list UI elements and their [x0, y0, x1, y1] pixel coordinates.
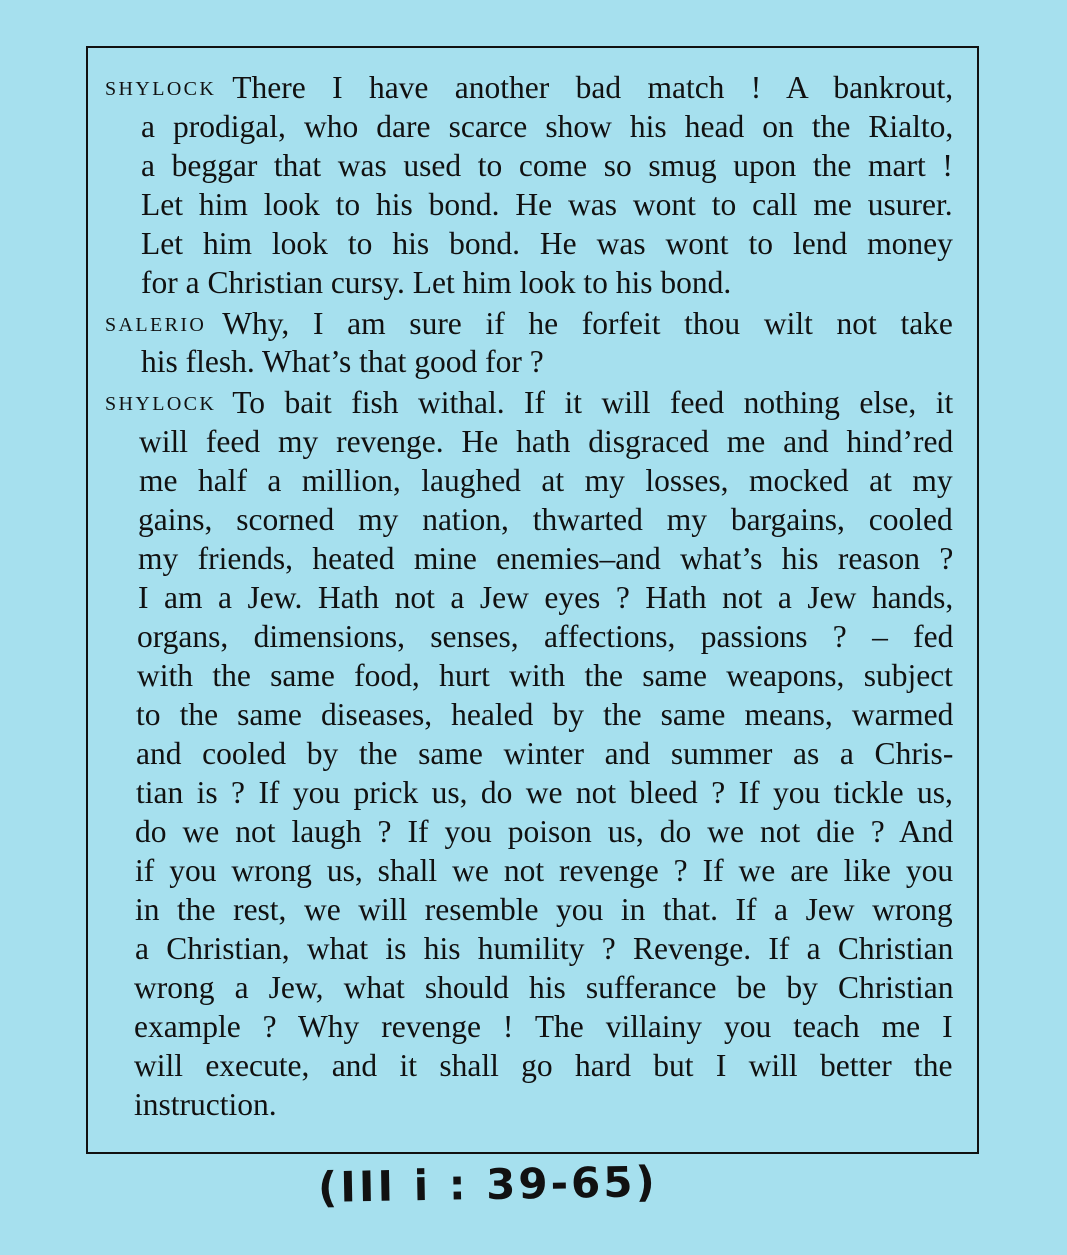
line-text: Let him look to his bond. He was wont to lend money — [141, 226, 953, 261]
line-text: There I have another bad match ! A bankrout, — [232, 70, 954, 105]
line-text: my friends, heated mine enemies–and what’s his reason ? — [138, 541, 954, 576]
speaker-name: SHYLOCK — [105, 393, 217, 415]
speech-line — [139, 463, 953, 499]
line-text: to the same diseases, healed by the same means, warmed — [136, 697, 954, 732]
line-text: gains, scorned my nation, thwarted my bargains, cooled — [138, 502, 953, 537]
line-text: wrong a Jew, what should his sufferance be by Christian — [134, 970, 954, 1005]
speech-line — [137, 619, 953, 655]
speech-line — [141, 148, 953, 184]
line-text: in the rest, we will resemble you in that. If a Jew wrong — [135, 892, 953, 927]
speech-line — [136, 697, 953, 733]
line-text: tian is ? If you prick us, do we not bleed ? If you tickle us, — [136, 775, 953, 810]
line-text: will feed my revenge. He hath disgraced me and hind’red — [139, 424, 954, 459]
line-text: I am a Jew. Hath not a Jew eyes ? Hath not a Jew hands, — [138, 580, 954, 615]
line-text: Let him look to his bond. He was wont to call me usurer. — [141, 187, 953, 222]
speech-line — [134, 1087, 277, 1123]
speech-line — [136, 736, 953, 772]
speech-line — [136, 775, 953, 811]
speech-first-line — [105, 385, 953, 421]
speech-line — [135, 853, 953, 889]
speech-first-line — [105, 70, 953, 106]
line-text: with the same food, hurt with the same weapons, subject — [137, 658, 953, 693]
line-text: his flesh. What’s that good for ? — [141, 344, 544, 379]
speech-line — [141, 226, 953, 262]
line-text: if you wrong us, shall we not revenge ? If we are like you — [135, 853, 954, 888]
speaker-name: SALERIO — [105, 314, 207, 336]
speech-line — [139, 424, 953, 460]
line-text: To bait fish withal. If it will feed nothing else, it — [232, 385, 954, 420]
speech-first-line — [105, 306, 953, 342]
speech-line — [135, 931, 953, 967]
line-text: example ? Why revenge ! The villainy you teach me I — [134, 1009, 953, 1044]
speech-line — [141, 109, 953, 145]
speaker-name: SHYLOCK — [105, 78, 217, 100]
speech-line — [134, 1048, 953, 1084]
line-text: do we not laugh ? If you poison us, do we not die ? And — [135, 814, 954, 849]
speech-line — [141, 344, 544, 380]
speech-line — [138, 580, 953, 616]
line-text: a beggar that was used to come so smug upon the mart ! — [141, 148, 953, 183]
line-text: for a Christian cursy. Let him look to his bond. — [141, 265, 732, 300]
speech-line — [141, 187, 953, 223]
line-text: instruction. — [134, 1087, 277, 1122]
line-text: a Christian, what is his humility ? Revenge. If a Christian — [135, 931, 954, 966]
line-text: organs, dimensions, senses, affections, passions ? – fed — [137, 619, 954, 654]
line-text: me half a million, laughed at my losses, mocked at my — [139, 463, 953, 498]
line-text: and cooled by the same winter and summer as a Chris- — [136, 736, 954, 771]
speech-line — [137, 658, 953, 694]
speech-line — [135, 814, 953, 850]
line-text: will execute, and it shall go hard but I will better the — [134, 1048, 953, 1083]
speech-line — [134, 1009, 953, 1045]
line-text: Why, I am sure if he forfeit thou wilt not take — [222, 306, 953, 341]
speech-line — [135, 892, 953, 928]
line-text: a prodigal, who dare scarce show his head on the Rialto, — [141, 109, 954, 144]
handwritten-citation: (III i : 39-65) — [317, 1157, 659, 1212]
speech-line — [134, 970, 953, 1006]
speech-line — [141, 265, 731, 301]
speech-line — [138, 541, 953, 577]
speech-line — [138, 502, 953, 538]
